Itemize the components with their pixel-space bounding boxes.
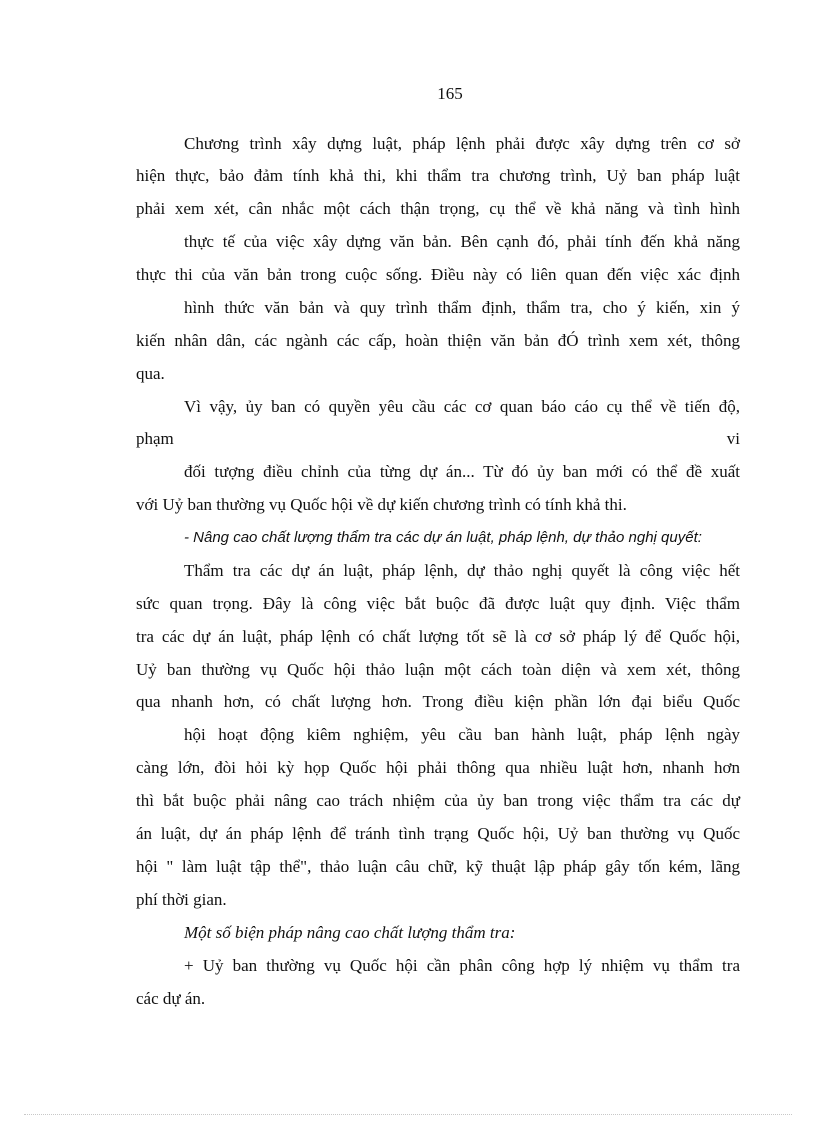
text-line: Chương trình xây dựng luật, pháp lệnh phải được xây dựng trên cơ sở <box>184 134 740 153</box>
text-line: hình thức văn bản và quy trình thẩm định, thẩm tra, cho ý kiến, xin ý <box>184 298 740 317</box>
text-line: tra các dự án luật, pháp lệnh có chất lượng tốt sẽ là cơ sở pháp lý để Quốc hội, <box>136 627 740 646</box>
text-word: vi <box>726 429 740 448</box>
section-heading: - Nâng cao chất lượng thẩm tra các dự án luật, pháp lệnh, dự thảo nghị quyết: <box>184 529 702 546</box>
text-line: sức quan trọng. Đây là công việc bắt buộc đã được luật quy định. Việc thẩm <box>136 594 740 613</box>
text-line: kiến nhân dân, các ngành các cấp, hoàn thiện văn bản đÓ trình xem xét, thông <box>136 331 740 350</box>
text-line: hiện thực, bảo đảm tính khả thi, khi thẩm tra chương trình, Uỷ ban pháp luật <box>136 166 740 185</box>
text-line: qua nhanh hơn, có chất lượng hơn. Trong điều kiện phần lớn đại biểu Quốc <box>136 692 740 711</box>
text-line: qua. <box>136 364 165 383</box>
text-line: với Uỷ ban thường vụ Quốc hội về dự kiến chương trình có tính khả thi. <box>136 495 627 514</box>
page-number: 165 <box>437 84 463 103</box>
text-line: phải xem xét, cân nhắc một cách thận trọng, cụ thể về khả năng và tình hình <box>136 199 740 218</box>
text-line: hội " làm luật tập thể", thảo luận câu chữ, kỹ thuật lập pháp gây tốn kém, lãng <box>136 857 740 876</box>
text-line: đối tượng điều chỉnh của từng dự án... Từ đó ủy ban mới có thể đề xuất <box>184 462 740 481</box>
text-line: phí thời gian. <box>136 890 227 909</box>
text-line: càng lớn, đòi hỏi kỳ họp Quốc hội phải thông qua nhiều luật hơn, nhanh hơn <box>136 758 740 777</box>
text-line: thì bắt buộc phải nâng cao trách nhiệm của ủy ban trong việc thẩm tra các dự <box>136 791 740 810</box>
text-line: hội hoạt động kiêm nghiệm, yêu cầu ban hành luật, pháp lệnh ngày <box>184 725 740 744</box>
text-line: án luật, dự án pháp lệnh để tránh tình trạng Quốc hội, Uỷ ban thường vụ Quốc <box>136 824 740 843</box>
text-line: Uỷ ban thường vụ Quốc hội thảo luận một cách toàn diện và xem xét, thông <box>136 660 740 679</box>
text-line: thực thi của văn bản trong cuộc sống. Điều này có liên quan đến việc xác định <box>136 265 740 284</box>
text-line: các dự án. <box>136 989 206 1008</box>
text-line: + Uỷ ban thường vụ Quốc hội cần phân công hợp lý nhiệm vụ thẩm tra <box>184 956 740 975</box>
footer-divider <box>24 1114 792 1115</box>
text-word: phạm <box>136 429 174 448</box>
text-line: Thẩm tra các dự án luật, pháp lệnh, dự thảo nghị quyết là công việc hết <box>184 561 740 580</box>
text-line: thực tế của việc xây dựng văn bản. Bên cạnh đó, phải tính đến khả năng <box>184 232 740 251</box>
text-line-split <box>136 428 740 450</box>
subsection-heading: Một số biện pháp nâng cao chất lượng thẩm tra: <box>184 923 516 942</box>
text-line: Vì vậy, ủy ban có quyền yêu cầu các cơ quan báo cáo cụ thể về tiến độ, <box>184 397 740 416</box>
